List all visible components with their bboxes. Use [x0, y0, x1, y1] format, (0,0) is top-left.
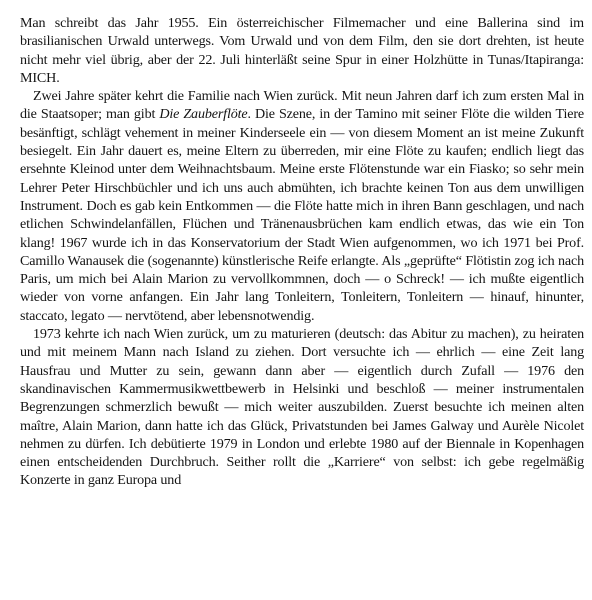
paragraph-2 — [20, 87, 584, 325]
paragraph-3 — [20, 325, 584, 490]
paragraph-2-text-rest: . Die Szene, in der Tamino mit seiner Flöte die wilden Tiere besänftigt, schlägt vehement in meiner Kinderseele ein — von diesem Moment an ist meine Zukunft besiegelt. Ein Jahr dauert es, meine Eltern zu überreden, mir eine Flöte zu kaufen; endlich liegt das ersehnte Kleinod unter dem Weihnachtsbaum. Meine erste Flötenstunde war ein Fiasko; so sehr mein Lehrer Peter Hirschbüchler und ich uns auch abmühten, ich brachte keinen Ton aus dem unwilligen Instrument. Doch es gab kein Entkommen — die Flöte hatte mich in ihren Bann geschlagen, und nach etlichen Schwindelanfällen, Flüchen und Tränenausbrüchen kam endlich etwas, das wie ein Ton klang! 1967 wurde ich in das Konservatorium der Stadt Wien aufgenommen, wo ich 1971 bei Prof. Camillo Wanausek die (sogenannte) künstlerische Reife erlangte. Als „geprüfte“ Flötistin zog ich nach Paris, um mich bei Alain Marion zu vervollkommnen, doch — o Schreck! — ich mußte eigentlich wieder von vorne anfangen. Ein Jahr lang Tonleitern, Tonleitern, Tonleitern — hinauf, hinunter, staccato, legato — nervtötend, aber lebensnotwendig. — [20, 106, 584, 324]
paragraph-2-text-start: Zwei Jahre später kehrt die Familie nach Wien zurück. Mit neun Jahren darf ich zum ersten Mal in die Staatsoper; man gibt — [20, 88, 584, 123]
paragraph-3-text: 1973 kehrte ich nach Wien zurück, um zu maturieren (deutsch: das Abitur zu machen), zu heiraten und mit meinem Mann nach Island zu ziehen. Dort versuchte ich — ehrlich — eine Zeit lang Hausfrau und Mutter zu sein, gewann dann aber — eigentlich durch Zufall — 1976 den skandinavischen Kammermusikwettbewerb in Helsinki und beschloß — meiner instrumentalen Begrenzungen schmerzlich bewußt — mich weiter auszubilden. Zuerst besuchte ich meinen alten maître, Alain Marion, dann hatte ich das Glück, Privatstunden bei James Galway und Aurèle Nicolet nehmen zu dürfen. Ich debütierte 1979 in London und erlebte 1980 auf der Biennale in Kopenhagen einen entscheidenden Durchbruch. Seither rollt die „Karriere“ von selbst: ich gebe regelmäßig Konzerte in ganz Europa und — [20, 326, 584, 489]
paragraph-1-text: Man schreibt das Jahr 1955. Ein österreichischer Filmemacher und eine Ballerina sind im brasilianischen Urwald unterwegs. Vom Urwald und von dem Film, den sie dort drehten, ist heute nicht mehr viel übrig, aber der 22. Juli hinterläßt seine Spur in einer Holzhütte in Tunas/Itapiranga: MICH. — [20, 15, 584, 86]
document-page — [20, 14, 584, 490]
opera-title: Die Zauberflöte — [159, 106, 248, 123]
paragraph-1 — [20, 14, 584, 87]
